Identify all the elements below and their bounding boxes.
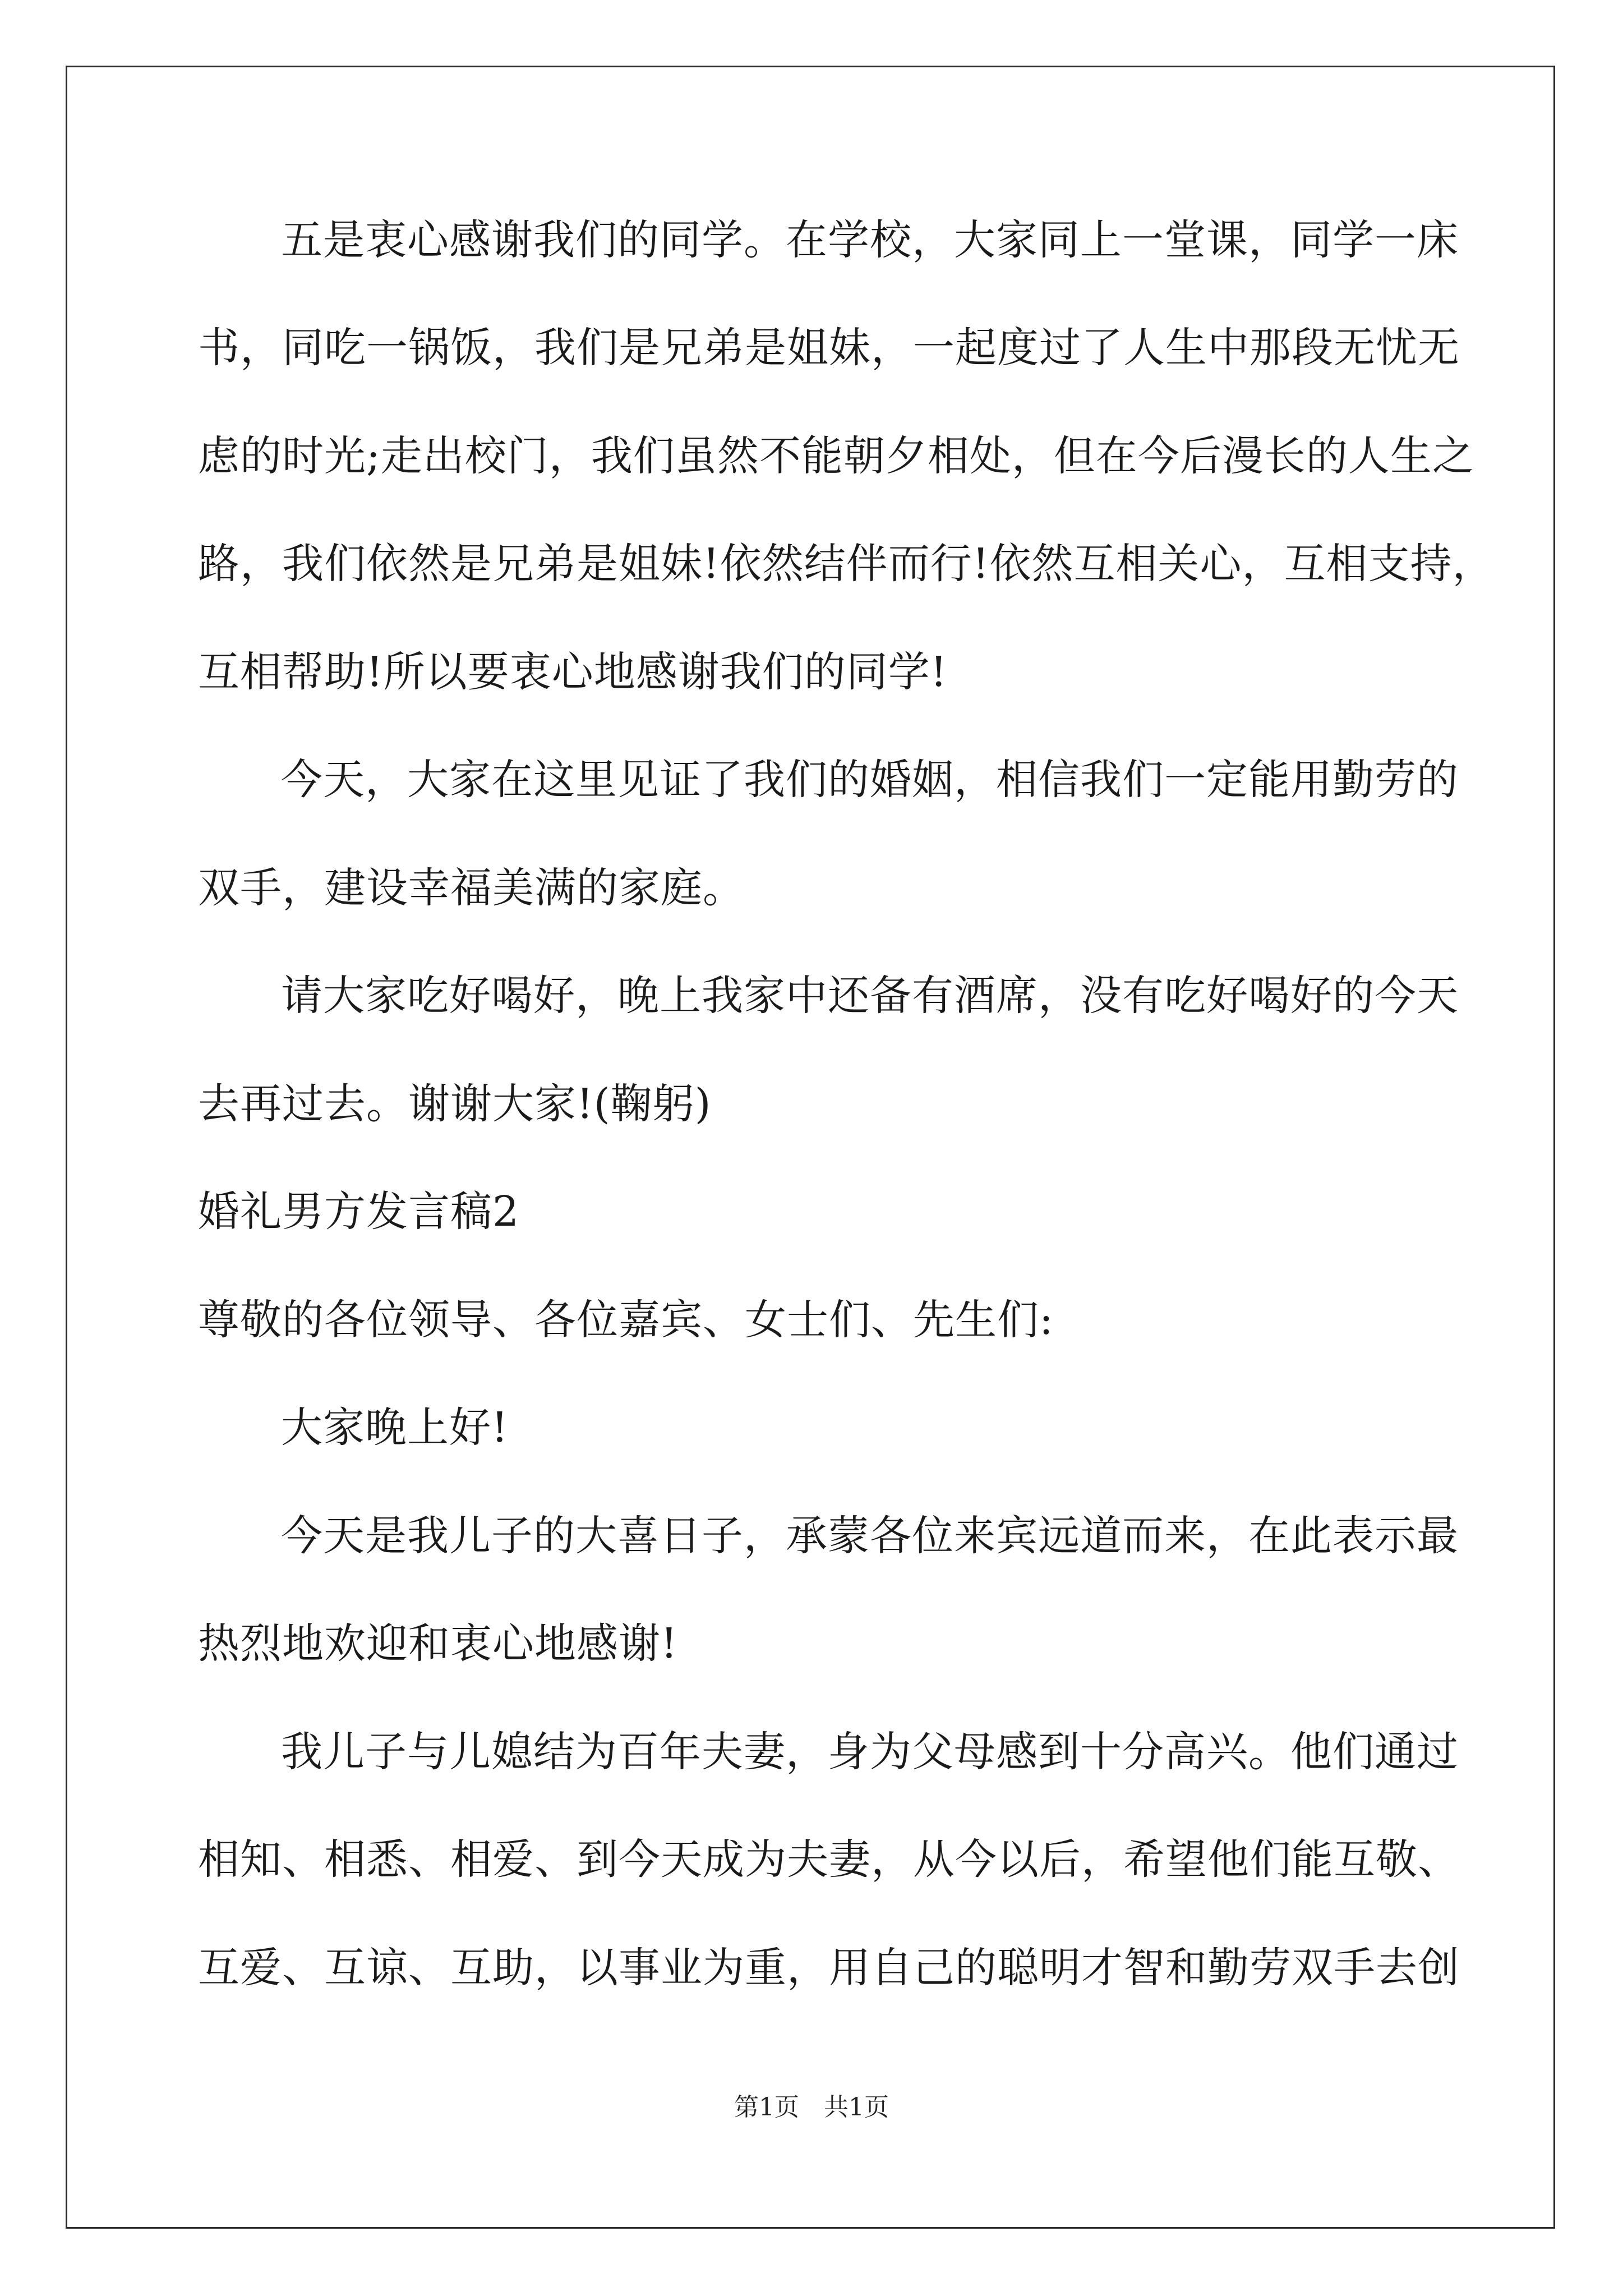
salutation: 尊敬的各位领导、各位嘉宾、女士们、先生们:	[198, 1296, 1054, 1344]
text-line: 互相帮助!所以要衷心地感谢我们的同学!	[198, 648, 948, 696]
text-line: 我儿子与儿媳结为百年夫妻，身为父母感到十分高兴。他们通过	[281, 1728, 1459, 1776]
text-line: 今天是我儿子的大喜日子，承蒙各位来宾远道而来，在此表示最	[281, 1512, 1459, 1560]
text-line: 虑的时光;走出校门，我们虽然不能朝夕相处，但在今后漫长的人生之	[198, 432, 1474, 480]
text-line: 去再过去。谢谢大家!(鞠躬)	[198, 1080, 712, 1128]
text-line: 大家晚上好!	[281, 1404, 509, 1452]
text-line: 书，同吃一锅饭，我们是兄弟是姐妹，一起度过了人生中那段无忧无	[198, 324, 1460, 372]
text-line: 五是衷心感谢我们的同学。在学校，大家同上一堂课，同学一床	[281, 216, 1459, 264]
text-line: 互爱、互谅、互助，以事业为重，用自己的聪明才智和勤劳双手去创	[198, 1944, 1460, 1992]
text-line: 请大家吃好喝好，晚上我家中还备有酒席，没有吃好喝好的今天	[281, 972, 1459, 1020]
text-line: 热烈地欢迎和衷心地感谢!	[198, 1619, 678, 1668]
page-footer: 第1页 共1页	[734, 2093, 889, 2122]
text-line: 路，我们依然是兄弟是姐妹!依然结伴而行!依然互相关心，互相支持，	[198, 540, 1495, 588]
text-line: 双手，建设幸福美满的家庭。	[198, 864, 745, 912]
section-heading: 婚礼男方发言稿2	[198, 1188, 520, 1236]
page-frame	[66, 66, 1555, 2229]
text-line: 相知、相悉、相爱、到今天成为夫妻，从今以后，希望他们能互敬、	[198, 1835, 1460, 1884]
text-line: 今天，大家在这里见证了我们的婚姻，相信我们一定能用勤劳的	[281, 756, 1459, 804]
